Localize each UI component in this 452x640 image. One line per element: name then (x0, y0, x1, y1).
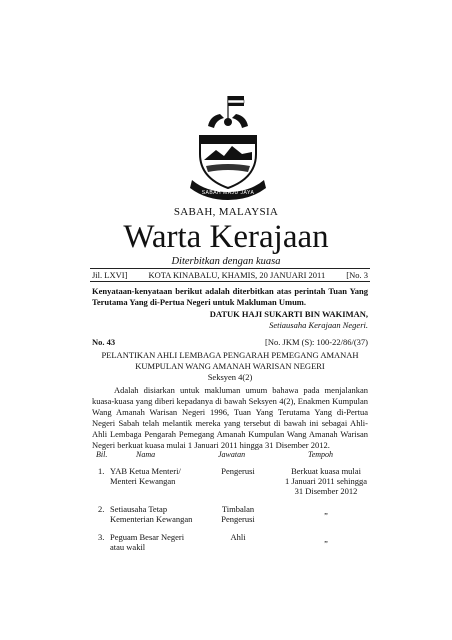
table-row-2-jawatan-1: Timbalan (221, 504, 255, 514)
table-row-3-nama-2: atau wakil (110, 542, 146, 552)
table-row-2-nama-2: Kementerian Kewangan (110, 514, 193, 524)
notice-number-row (92, 337, 368, 347)
table-row-1-bil: 1. (98, 466, 105, 476)
issue-line (92, 270, 368, 280)
header-tempoh: Tempoh (308, 450, 334, 459)
table-row-3-nama-1: Peguam Besar Negeri (110, 532, 185, 542)
table-row-3-jawatan: Ahli (230, 532, 246, 542)
signatory-name: DATUK HAJI SUKARTI BIN WAKIMAN, (209, 309, 368, 319)
table-row-1-tempoh-1: Berkuat kuasa mulai (291, 466, 361, 476)
sabah-coat-of-arms-icon (186, 92, 270, 200)
notice-number: No. 43 (92, 337, 116, 347)
place-date: KOTA KINABALU, KHAMIS, 20 JANUARI 2011 (148, 270, 326, 280)
notice-reference: [No. JKM (S): 100-22/86/(37) (265, 337, 368, 347)
notice-heading-line2: KUMPULAN WANG AMANAH WARISAN NEGERI (135, 361, 325, 371)
table-row-3-tempoh: „ (324, 534, 328, 544)
table-row-1-jawatan: Pengerusi (221, 466, 255, 476)
volume: Jil. LXVI] (92, 270, 128, 280)
bottom-rule (90, 281, 370, 282)
table-row-1-nama-1: YAB Ketua Menteri/ (110, 466, 181, 476)
table-row-1-tempoh-2: 1 Januari 2011 sehingga (284, 476, 368, 486)
gazette-title: Warta Kerajaan (123, 219, 329, 255)
header-bil: Bil. (96, 450, 108, 459)
table-row-2-bil: 2. (98, 504, 105, 514)
country-label: SABAH, MALAYSIA (173, 206, 279, 218)
table-row-2-tempoh: „ (324, 506, 328, 516)
notice-header: Kenyataan-kenyataan berikut adalah diterbitkan atas perintah Tuan Yang Terutama Yang di-Pertua Negeri untuk Makluman Umum. (92, 286, 368, 307)
issue-number: [No. 3 (346, 270, 368, 280)
header-nama: Nama (136, 450, 156, 459)
gazette-subtitle: Diterbitkan dengan kuasa (171, 256, 281, 267)
table-row-2-jawatan-2: Pengerusi (221, 514, 255, 524)
header-jawatan: Jawatan (218, 450, 246, 459)
signatory-title: Setiausaha Kerajaan Negeri. (269, 320, 368, 330)
emblem-motto: SABAH MAJU JAYA (201, 190, 255, 196)
table-row-1-nama-2: Menteri Kewangan (110, 476, 176, 486)
notice-heading-line1: PELANTIKAN AHLI LEMBAGA PENGARAH PEMEGANG AMANAH (101, 350, 359, 360)
top-rule (90, 268, 370, 269)
table-row-3-bil: 3. (98, 532, 105, 542)
notice-body: Adalah disiarkan untuk makluman umum bahawa pada menjalankan kuasa-kuasa yang diberi kepadanya di bawah Seksyen 4(2), Enakmen Kumpulan Wang Amanah Warisan Negeri 1996, Tuan Yang Terutama Yang di-Pertua Negeri Sabah telah melantik mereka yang tersebut di bawah ini sebagai Ahli-Ahli Lembaga Pengarah Pemegang Amanah Kumpulan Wang Amanah Warisan Negeri berkuat kuasa mulai 1 Januari 2011 hingga 31 Disember 2012. (92, 385, 368, 450)
table-row-1-tempoh-3: 31 Disember 2012 (294, 486, 358, 496)
table-row-2-nama-1: Setiausaha Tetap (110, 504, 168, 514)
notice-section: Seksyen 4(2) (207, 372, 253, 382)
